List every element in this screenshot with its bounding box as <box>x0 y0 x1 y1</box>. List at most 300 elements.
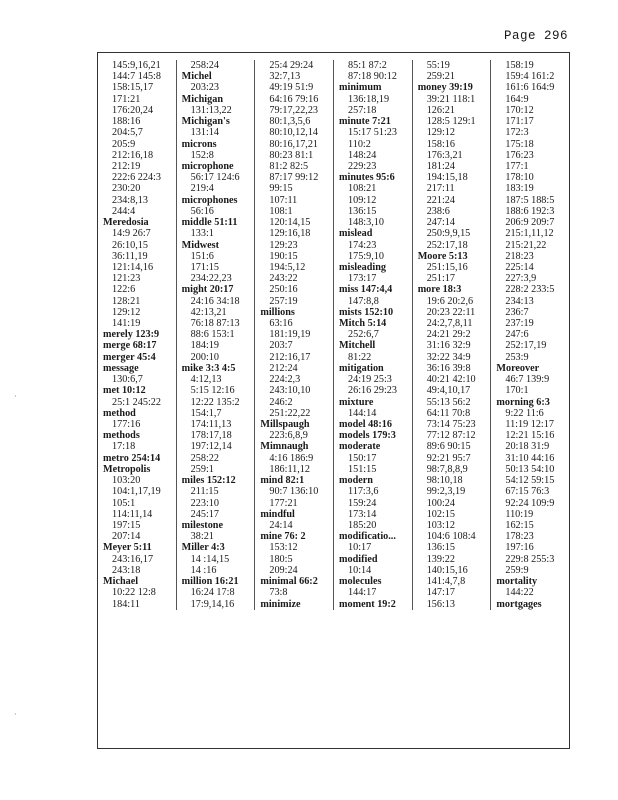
index-reference: 99:15 <box>269 183 293 195</box>
index-reference: 19:6 20:2,6 <box>426 295 474 307</box>
index-reference: 130:6,7 <box>112 374 143 386</box>
index-reference: 185:20 <box>348 519 377 531</box>
index-term: milestone <box>181 519 223 531</box>
index-reference: 80:16,17,21 <box>269 138 319 150</box>
index-term: models 179:3 <box>339 430 396 442</box>
index-reference: 178:17,18 <box>190 430 232 442</box>
index-reference: 215:21,22 <box>505 239 547 251</box>
index-reference: 174:11,13 <box>190 419 232 430</box>
index-reference: 197:15 <box>112 519 141 531</box>
index-reference: 243:16,17 <box>112 553 154 565</box>
scan-mark: · <box>14 392 17 401</box>
index-reference: 236:7 <box>505 306 529 318</box>
index-reference: 170:12 <box>505 104 534 116</box>
index-reference: 49:4,10,17 <box>426 385 471 397</box>
index-reference: 136:15 <box>426 542 455 554</box>
index-reference: 117:3,6 <box>348 486 379 498</box>
index-reference: 162:15 <box>505 519 534 531</box>
index-reference: 54:12 59:15 <box>505 475 555 487</box>
index-reference: 209:24 <box>269 564 298 576</box>
index-reference: 25:4 29:24 <box>269 60 314 71</box>
index-reference: 129:23 <box>269 239 298 251</box>
index-reference: 218:23 <box>505 250 534 262</box>
index-reference: 186:11,12 <box>269 463 310 475</box>
index-reference: 234:13 <box>505 295 534 307</box>
index-reference: 221:24 <box>426 194 455 206</box>
index-term: Michigan <box>181 93 223 105</box>
index-reference: 252:6,7 <box>348 329 379 341</box>
word-index-table <box>97 52 570 749</box>
index-reference: 171:15 <box>190 261 219 273</box>
index-reference: 197:12,14 <box>190 441 232 453</box>
index-term: Millspaugh <box>260 419 310 430</box>
index-reference: 259:21 <box>426 71 455 83</box>
index-reference: 129:16,18 <box>269 228 311 240</box>
index-reference: 183:19 <box>505 183 534 195</box>
index-reference: 36:16 39:8 <box>426 362 471 374</box>
index-reference: 107:11 <box>269 194 298 206</box>
index-reference: 133:1 <box>190 228 214 240</box>
index-term: Moore 5:13 <box>417 250 468 262</box>
index-reference: 99:2,3,19 <box>426 486 466 498</box>
index-reference: 24:14 <box>269 519 293 531</box>
index-reference: 229:23 <box>348 160 377 172</box>
index-column-4 <box>333 60 412 610</box>
index-term: minimal 66:2 <box>260 576 318 588</box>
index-term: miss 147:4,4 <box>339 284 393 296</box>
index-reference: 56:16 <box>190 205 214 217</box>
index-reference: 129:12 <box>426 127 455 139</box>
index-term: mortgages <box>496 598 542 610</box>
index-reference: 73:8 <box>269 587 288 599</box>
index-term: mind 82:1 <box>260 475 305 487</box>
index-reference: 10:17 <box>348 542 372 554</box>
index-reference: 102:15 <box>426 508 455 520</box>
index-reference: 36:11,19 <box>112 250 148 262</box>
index-term: more 18:3 <box>417 284 462 296</box>
index-reference: 258:22 <box>190 452 219 464</box>
index-reference: 90:7 136:10 <box>269 486 319 498</box>
index-reference: 144:22 <box>505 587 534 599</box>
index-term: mitigation <box>339 362 384 374</box>
index-term: Meredosia <box>103 217 149 229</box>
index-term: microphone <box>181 160 234 172</box>
index-reference: 14:9 26:7 <box>112 228 151 240</box>
index-reference: 164:9 <box>505 93 529 105</box>
index-reference: 252:17,18 <box>426 239 468 251</box>
index-reference: 228:2 233:5 <box>505 284 555 296</box>
index-reference: 24:21 29:2 <box>426 329 471 341</box>
index-reference: 245:17 <box>190 508 219 520</box>
index-reference: 217:11 <box>426 183 455 195</box>
index-reference: 4:12,13 <box>190 374 222 386</box>
index-reference: 159:4 161:2 <box>505 71 555 83</box>
index-reference: 223:6,8,9 <box>269 430 308 442</box>
index-term: method <box>103 407 136 419</box>
index-reference: 42:13,21 <box>190 306 227 318</box>
index-reference: 26:16 29:23 <box>348 385 397 397</box>
index-reference: 145:9,16,21 <box>112 60 161 71</box>
index-reference: 129:12 <box>112 306 141 318</box>
index-reference: 121:23 <box>112 273 141 285</box>
index-term: moment 19:2 <box>339 598 396 610</box>
index-reference: 12:21 15:16 <box>505 430 555 442</box>
index-column-5 <box>412 60 491 610</box>
index-reference: 15:17 51:23 <box>348 127 397 139</box>
index-term: Moreover <box>496 362 540 374</box>
index-reference: 17:9,14,16 <box>190 598 235 610</box>
index-reference: 225:14 <box>505 261 534 273</box>
index-reference: 150:17 <box>348 452 377 464</box>
index-column-1 <box>98 60 176 610</box>
index-term: metro 254:14 <box>103 452 161 464</box>
index-reference: 188:6 192:3 <box>505 205 555 217</box>
index-reference: 39:21 118:1 <box>426 93 476 105</box>
index-reference: 171:21 <box>112 93 141 105</box>
index-reference: 251:17 <box>426 273 455 285</box>
index-reference: 73:14 75:23 <box>426 419 476 430</box>
index-term: Mitchell <box>339 340 376 352</box>
index-reference: 104:6 108:4 <box>426 531 476 543</box>
index-column-6 <box>490 60 569 610</box>
index-reference: 50:13 54:10 <box>505 463 555 475</box>
index-reference: 131:13,22 <box>190 104 232 116</box>
index-reference: 161:6 164:9 <box>505 82 555 94</box>
index-reference: 31:10 44:16 <box>505 452 555 464</box>
index-reference: 24:2,7,8,11 <box>426 318 473 330</box>
index-reference: 32:22 34:9 <box>426 351 471 363</box>
index-reference: 139:22 <box>426 553 455 565</box>
index-reference: 24:16 34:18 <box>190 295 240 307</box>
index-reference: 147:8,8 <box>348 295 379 307</box>
index-term: moderate <box>339 441 381 453</box>
index-reference: 92:24 109:9 <box>505 497 555 509</box>
index-reference: 80:10,12,14 <box>269 127 319 139</box>
index-reference: 103:20 <box>112 475 141 487</box>
index-reference: 104:1,17,19 <box>112 486 161 498</box>
index-reference: 114:11,14 <box>112 508 153 520</box>
index-reference: 181:19,19 <box>269 329 311 341</box>
index-reference: 158:19 <box>505 60 534 71</box>
index-term: merger 45:4 <box>103 351 156 363</box>
index-reference: 122:6 <box>112 284 136 296</box>
index-reference: 194:15,18 <box>426 172 468 184</box>
index-term: misleading <box>339 261 386 273</box>
index-term: miles 152:12 <box>181 475 236 487</box>
index-term: met 10:12 <box>103 385 146 397</box>
index-reference: 206:9 209:7 <box>505 217 555 229</box>
index-term: mike 3:3 4:5 <box>181 362 236 374</box>
index-reference: 100:24 <box>426 497 455 509</box>
index-reference: 131:14 <box>190 127 219 139</box>
index-reference: 237:19 <box>505 318 534 330</box>
index-reference: 252:17,19 <box>505 340 547 352</box>
index-reference: 219:4 <box>190 183 214 195</box>
index-reference: 80:23 81:1 <box>269 149 314 161</box>
index-reference: 79:17,22,23 <box>269 104 319 116</box>
index-reference: 10:14 <box>348 564 372 576</box>
index-reference: 141:4,7,8 <box>426 576 466 588</box>
scan-mark: · <box>14 710 17 719</box>
index-term: Metropolis <box>103 463 151 475</box>
index-reference: 16:24 17:8 <box>190 587 235 599</box>
index-term: methods <box>103 430 140 442</box>
index-term: merge 68:17 <box>103 340 157 352</box>
index-term: morning 6:3 <box>496 396 550 408</box>
index-term: microphones <box>181 194 238 206</box>
index-reference: 159:24 <box>348 497 377 509</box>
index-reference: 203:7 <box>269 340 293 352</box>
index-reference: 178:23 <box>505 531 534 543</box>
index-reference: 64:11 70:8 <box>426 407 471 419</box>
index-reference: 223:10 <box>190 497 219 509</box>
index-reference: 5:15 12:16 <box>190 385 235 397</box>
index-reference: 212:16,18 <box>112 149 154 161</box>
index-reference: 103:12 <box>426 519 455 531</box>
index-reference: 173:14 <box>348 508 377 520</box>
index-term: modified <box>339 553 378 565</box>
index-reference: 110:19 <box>505 508 534 520</box>
index-term: mortality <box>496 576 538 588</box>
index-reference: 250:9,9,15 <box>426 228 471 240</box>
index-term: merely 123:9 <box>103 329 160 341</box>
index-reference: 230:20 <box>112 183 141 195</box>
index-reference: 147:17 <box>426 587 455 599</box>
index-reference: 243:10,10 <box>269 385 311 397</box>
index-term: minimize <box>260 598 301 610</box>
index-reference: 181:24 <box>426 160 455 172</box>
index-reference: 238:6 <box>426 205 450 217</box>
index-reference: 55:19 <box>426 60 450 71</box>
index-term: money 39:19 <box>417 82 473 94</box>
index-term: message <box>103 362 139 374</box>
index-reference: 17:18 <box>112 441 136 453</box>
index-term: middle 51:11 <box>181 217 238 229</box>
index-reference: 24:19 25:3 <box>348 374 392 386</box>
index-reference: 247:14 <box>426 217 455 229</box>
index-reference: 121:14,16 <box>112 261 154 273</box>
index-term: mindful <box>260 508 295 520</box>
index-term: Midwest <box>181 239 220 251</box>
index-reference: 212:19 <box>112 160 141 172</box>
index-reference: 253:9 <box>505 351 529 363</box>
index-term: microns <box>181 138 217 150</box>
index-reference: 87:17 99:12 <box>269 172 319 184</box>
index-reference: 151:6 <box>190 250 214 262</box>
index-column-2 <box>176 60 255 610</box>
index-reference: 46:7 139:9 <box>505 374 550 386</box>
index-term: model 48:16 <box>339 419 392 430</box>
index-reference: 194:5,12 <box>269 261 306 273</box>
index-reference: 257:19 <box>269 295 298 307</box>
index-term: mixture <box>339 396 374 408</box>
index-reference: 31:16 32:9 <box>426 340 471 352</box>
index-reference: 128:5 129:1 <box>426 116 476 128</box>
index-reference: 177:16 <box>112 419 141 430</box>
index-reference: 64:16 79:16 <box>269 93 319 105</box>
index-reference: 188:16 <box>112 116 141 128</box>
index-reference: 176:20,24 <box>112 104 154 116</box>
index-reference: 222:6 224:3 <box>112 172 161 184</box>
index-reference: 20:18 31:9 <box>505 441 550 453</box>
index-reference: 156:13 <box>426 598 455 610</box>
index-reference: 38:21 <box>190 531 214 543</box>
index-reference: 212:24 <box>269 362 298 374</box>
index-reference: 85:1 87:2 <box>348 60 387 71</box>
index-reference: 148:24 <box>348 149 377 161</box>
index-reference: 144:7 145:8 <box>112 71 161 83</box>
index-reference: 197:16 <box>505 542 534 554</box>
index-reference: 152:8 <box>190 149 214 161</box>
index-reference: 108:1 <box>269 205 293 217</box>
index-reference: 177:21 <box>269 497 298 509</box>
index-reference: 77:12 87:12 <box>426 430 476 442</box>
index-reference: 184:11 <box>112 598 140 610</box>
index-reference: 229:8 255:3 <box>505 553 555 565</box>
index-reference: 32:7,13 <box>269 71 301 83</box>
index-reference: 81:22 <box>348 351 372 363</box>
index-reference: 88:6 153:1 <box>190 329 235 341</box>
index-reference: 172:3 <box>505 127 529 139</box>
index-reference: 11:19 12:17 <box>505 419 554 430</box>
index-reference: 153:12 <box>269 542 298 554</box>
index-reference: 98:10,18 <box>426 475 463 487</box>
index-reference: 246:2 <box>269 396 293 408</box>
index-reference: 224:2,3 <box>269 374 301 386</box>
page-number: Page 296 <box>503 29 568 43</box>
index-reference: 174:23 <box>348 239 377 251</box>
index-reference: 177:1 <box>505 160 529 172</box>
index-reference: 128:21 <box>112 295 141 307</box>
index-reference: 126:21 <box>426 104 455 116</box>
index-term: might 20:17 <box>181 284 234 296</box>
index-reference: 105:1 <box>112 497 136 509</box>
index-term: molecules <box>339 576 382 588</box>
index-reference: 14 :16 <box>190 564 217 576</box>
index-term: minute 7:21 <box>339 116 391 128</box>
index-reference: 20:23 22:11 <box>426 306 476 318</box>
index-reference: 211:15 <box>190 486 219 498</box>
index-term: mists 152:10 <box>339 306 394 318</box>
index-reference: 158:15,17 <box>112 82 154 94</box>
index-reference: 257:18 <box>348 104 377 116</box>
index-term: mislead <box>339 228 373 240</box>
index-reference: 76:18 87:13 <box>190 318 240 330</box>
index-reference: 14 :14,15 <box>190 553 230 565</box>
index-reference: 26:10,15 <box>112 239 148 251</box>
index-term: Mitch 5:14 <box>339 318 387 330</box>
index-term: million 16:21 <box>181 576 239 588</box>
index-reference: 184:19 <box>190 340 219 352</box>
index-reference: 87:18 90:12 <box>348 71 397 83</box>
index-reference: 136:18,19 <box>348 93 390 105</box>
index-reference: 55:13 56:2 <box>426 396 471 408</box>
index-reference: 205:9 <box>112 138 136 150</box>
index-reference: 258:24 <box>190 60 219 71</box>
index-reference: 243:18 <box>112 564 141 576</box>
index-reference: 92:21 95:7 <box>426 452 471 464</box>
index-reference: 259:9 <box>505 564 529 576</box>
index-reference: 176:3,21 <box>426 149 463 161</box>
index-reference: 4:16 186:9 <box>269 452 314 464</box>
index-term: Mimnaugh <box>260 441 309 453</box>
index-term: Miller 4:3 <box>181 542 225 554</box>
index-reference: 204:5,7 <box>112 127 143 139</box>
index-term: Michael <box>103 576 139 588</box>
index-reference: 109:12 <box>348 194 377 206</box>
index-reference: 243:22 <box>269 273 298 285</box>
index-reference: 89:6 90:15 <box>426 441 471 453</box>
index-reference: 81:2 82:5 <box>269 160 309 172</box>
index-reference: 40:21 42:10 <box>426 374 476 386</box>
index-reference: 178:10 <box>505 172 534 184</box>
index-reference: 200:10 <box>190 351 219 363</box>
index-reference: 56:17 124:6 <box>190 172 240 184</box>
index-reference: 180:5 <box>269 553 293 565</box>
index-term: modern <box>339 475 373 487</box>
index-reference: 110:2 <box>348 138 371 150</box>
index-term: millions <box>260 306 295 318</box>
index-reference: 212:16,17 <box>269 351 311 363</box>
index-reference: 158:16 <box>426 138 455 150</box>
index-reference: 12:22 135:2 <box>190 396 240 408</box>
index-reference: 250:16 <box>269 284 298 296</box>
index-reference: 259:1 <box>190 463 214 475</box>
index-term: minimum <box>339 82 382 94</box>
index-reference: 25:1 245:22 <box>112 396 161 408</box>
index-reference: 171:17 <box>505 116 534 128</box>
index-term: Meyer 5:11 <box>103 542 152 554</box>
index-reference: 140:15,16 <box>426 564 468 576</box>
index-reference: 67:15 76:3 <box>505 486 550 498</box>
index-reference: 141:19 <box>112 318 141 330</box>
index-reference: 190:15 <box>269 250 298 262</box>
index-reference: 175:18 <box>505 138 534 150</box>
index-reference: 247:6 <box>505 329 529 341</box>
index-reference: 63:16 <box>269 318 293 330</box>
index-reference: 148:3,10 <box>348 217 384 229</box>
index-reference: 234:8,13 <box>112 194 148 206</box>
index-reference: 120:14,15 <box>269 217 311 229</box>
index-reference: 10:22 12:8 <box>112 587 156 599</box>
index-reference: 170:1 <box>505 385 529 397</box>
index-reference: 49:19 51:9 <box>269 82 314 94</box>
index-reference: 244:4 <box>112 205 136 217</box>
index-reference: 251:15,16 <box>426 261 468 273</box>
index-columns <box>98 60 569 610</box>
index-reference: 173:17 <box>348 273 377 285</box>
index-term: modificatio... <box>339 531 396 543</box>
index-reference: 207:14 <box>112 531 141 543</box>
index-reference: 215:1,11,12 <box>505 228 554 240</box>
index-term: minutes 95:6 <box>339 172 395 184</box>
index-reference: 151:15 <box>348 463 377 475</box>
index-reference: 227:3,9 <box>505 273 537 285</box>
index-reference: 251:22,22 <box>269 407 311 419</box>
index-term: Michigan's <box>181 116 230 128</box>
index-term: Michel <box>181 71 212 83</box>
index-reference: 175:9,10 <box>348 250 384 262</box>
index-reference: 187:5 188:5 <box>505 194 555 206</box>
index-reference: 144:17 <box>348 587 377 599</box>
index-reference: 80:1,3,5,6 <box>269 116 311 128</box>
index-reference: 136:15 <box>348 205 377 217</box>
index-reference: 98:7,8,8,9 <box>426 463 468 475</box>
index-term: mine 76: 2 <box>260 531 306 543</box>
index-reference: 203:23 <box>190 82 219 94</box>
index-reference: 9:22 11:6 <box>505 407 544 419</box>
index-column-3 <box>254 60 333 610</box>
